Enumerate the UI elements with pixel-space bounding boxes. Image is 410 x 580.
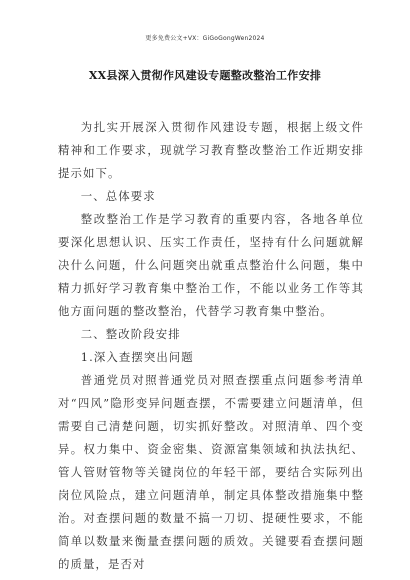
intro-paragraph: 为扎实开展深入贯彻作风建设专题，根据上级文件精神和工作要求，现就学习教育整改整治工作近期安排提示如下。	[58, 120, 364, 180]
top-note: 更多免费公文+VX：GiGoGongWen2024	[145, 35, 265, 42]
document-body	[58, 116, 364, 576]
document-title: XX县深入贯彻作风建设专题整改整治工作安排	[88, 69, 322, 82]
section-2-paragraph: 普通党员对照普通党员对照查摆重点问题参考清单对“四风”隐形变异问题查摆，不需要建立问题清单，但需要自己清楚问题，切实抓好整改。对照清单、四个变异。权力集中、资金密集、资源富集领域和执法执纪、管人管财管物等关键岗位的年轻干部，要结合实际列出岗位风险点，建立问题清单，制定具体整改措施集中整治。对查摆问题的数量不搞一刀切、提硬性要求，不能简单以数量来衡量查摆问题的质效。关键要看查摆问题的质量，是否对	[58, 373, 364, 571]
subsection-heading-1: 1.深入查摆突出问题	[80, 350, 194, 364]
section-1-paragraph: 整改整治工作是学习教育的重要内容，各地各单位要深化思想认识、压实工作责任，坚持有什么问题就解决什么问题，什么问题突出就重点整治什么问题，集中精力抓好学习教育集中整治工作，不能以业务工作等其他方面问题的整改整治，代替学习教育集中整治。	[58, 212, 364, 318]
section-heading-2: 二、整改阶段安排	[80, 327, 181, 341]
section-heading-1: 一、总体要求	[80, 189, 156, 203]
